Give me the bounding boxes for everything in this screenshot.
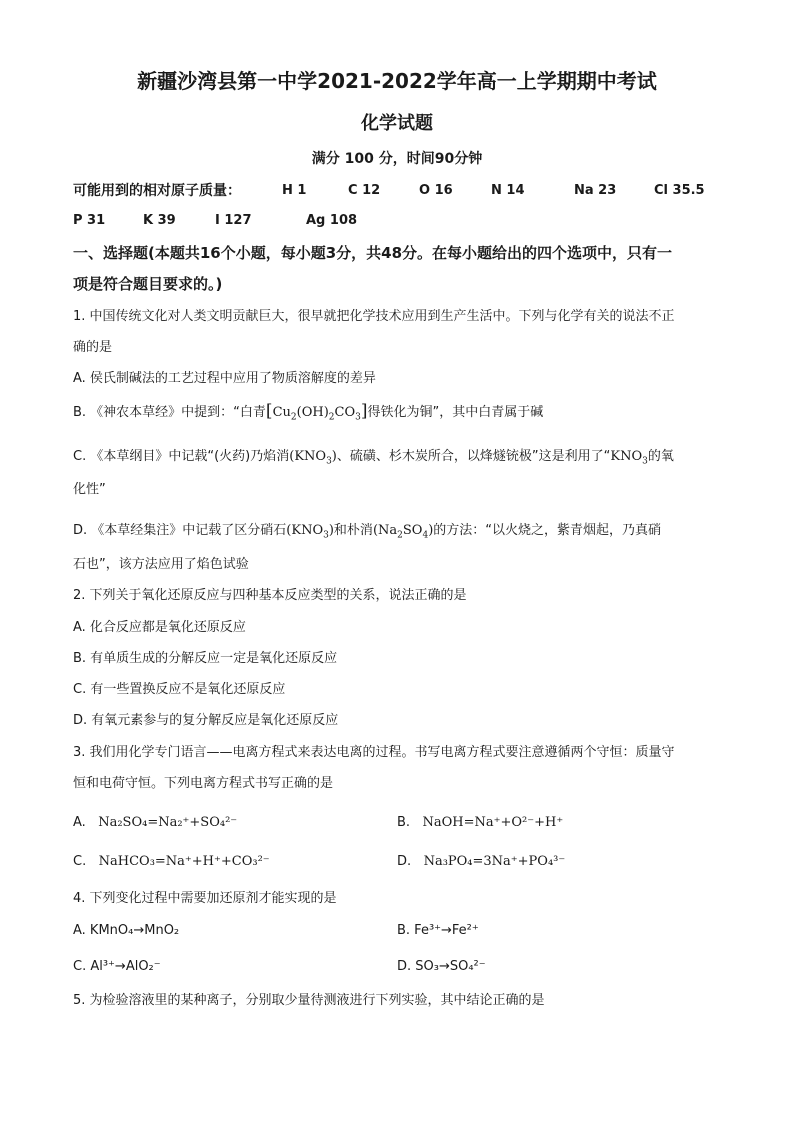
q2-stem: 2. 下列关于氧化还原反应与四种基本反应类型的关系，说法正确的是 — [73, 588, 467, 603]
atomic-mass-item: Cl 35.5 — [654, 183, 705, 198]
q4-option-a: A. KMnO₄→MnO₂ — [73, 923, 180, 938]
q4-option-b: B. Fe³⁺→Fe²⁺ — [397, 923, 479, 938]
atomic-masses-label: 可能用到的相对原子质量： — [73, 183, 241, 199]
q3-option-c: C. NaHCO₃=Na⁺+H⁺+CO₃²⁻ — [73, 854, 270, 869]
atomic-mass-item: C 12 — [348, 183, 381, 198]
q1-option-c: C. 《本草纲目》中记载“(火药)乃焰消$(KNO_3)$、硫磺、杉木炭所合，以烽燧铳极”这是利用了“$KNO_3$的氧 — [73, 449, 674, 467]
q3-stem-line2: 恒和电荷守恒。下列电离方程式书写正确的是 — [73, 776, 334, 791]
atomic-mass-item: Ag 108 — [306, 213, 358, 228]
atomic-mass-item: P 31 — [73, 213, 106, 228]
q2-option-b: B. 有单质生成的分解反应一定是氧化还原反应 — [73, 651, 338, 666]
q1-option-c-line2: 化性” — [73, 482, 106, 497]
q1-stem-line1: 1. 中国传统文化对人类文明贡献巨大，很早就把化学技术应用到生产生活中。下列与化学有关的说法不正 — [73, 309, 675, 324]
section-heading-line1: 一、选择题(本题共16个小题，每小题3分，共48分。在每小题给出的四个选项中，只有一 — [73, 244, 673, 262]
section-heading-line2: 项是符合题目要求的。) — [73, 275, 223, 293]
q1-option-b — [73, 402, 543, 422]
q2-option-a: A. 化合反应都是氧化还原反应 — [73, 620, 246, 635]
q3-stem-line1: 3. 我们用化学专门语言——电离方程式来表达电离的过程。书写电离方程式要注意遵循两个守恒：质量守 — [73, 745, 675, 760]
q4-option-d: D. SO₃→SO₄²⁻ — [397, 959, 486, 974]
q1-b-formula: $Cu_2(OH)_2CO_3$ — [272, 405, 361, 423]
q3-option-d: D. Na₃PO₄=3Na⁺+PO₄³⁻ — [397, 854, 566, 869]
q4-stem: 4. 下列变化过程中需要加还原剂才能实现的是 — [73, 891, 337, 906]
q1-option-d-line2: 石也”，该方法应用了焰色试验 — [73, 557, 249, 572]
q1-option-d: D. 《本草经集注》中记载了区分硝石$(KNO_3)$和朴消$(Na_2SO_4)$的方法：“以火烧之，紫青烟起，乃真硝 — [73, 523, 662, 541]
atomic-mass-item: H 1 — [282, 183, 307, 198]
q2-option-d: D. 有氧元素参与的复分解反应是氧化还原反应 — [73, 713, 339, 728]
q3-option-a: A. Na₂SO₄=Na₂⁺+SO₄²⁻ — [73, 815, 238, 830]
q1-b-pre: B. 《神农本草经》中提到：“白青 — [73, 405, 266, 420]
q1-b-post: 得铁化为铜”，其中白青属于碱 — [367, 405, 544, 420]
subject-title: 化学试题 — [361, 113, 433, 134]
q2-option-c: C. 有一些置换反应不是氧化还原反应 — [73, 682, 286, 697]
open-bracket-icon: [ — [265, 401, 273, 421]
atomic-mass-item: N 14 — [491, 183, 525, 198]
q4-option-c: C. Al³⁺→AlO₂⁻ — [73, 959, 161, 974]
atomic-mass-item: I 127 — [215, 213, 252, 228]
atomic-mass-item: K 39 — [143, 213, 176, 228]
q1-stem-line2: 确的是 — [73, 340, 113, 355]
atomic-mass-item: Na 23 — [574, 183, 617, 198]
close-bracket-icon: ] — [360, 401, 368, 421]
exam-title: 新疆沙湾县第一中学2021-2022学年高一上学期期中考试 — [137, 69, 657, 93]
atomic-mass-item: O 16 — [419, 183, 453, 198]
q1-option-a: A. 侯氏制碱法的工艺过程中应用了物质溶解度的差异 — [73, 371, 376, 386]
q3-option-b: B. NaOH=Na⁺+O²⁻+H⁺ — [397, 815, 564, 830]
exam-meta: 满分 100 分，时间90分钟 — [311, 151, 483, 167]
q5-stem: 5. 为检验溶液里的某种离子，分别取少量待测液进行下列实验，其中结论正确的是 — [73, 993, 545, 1008]
